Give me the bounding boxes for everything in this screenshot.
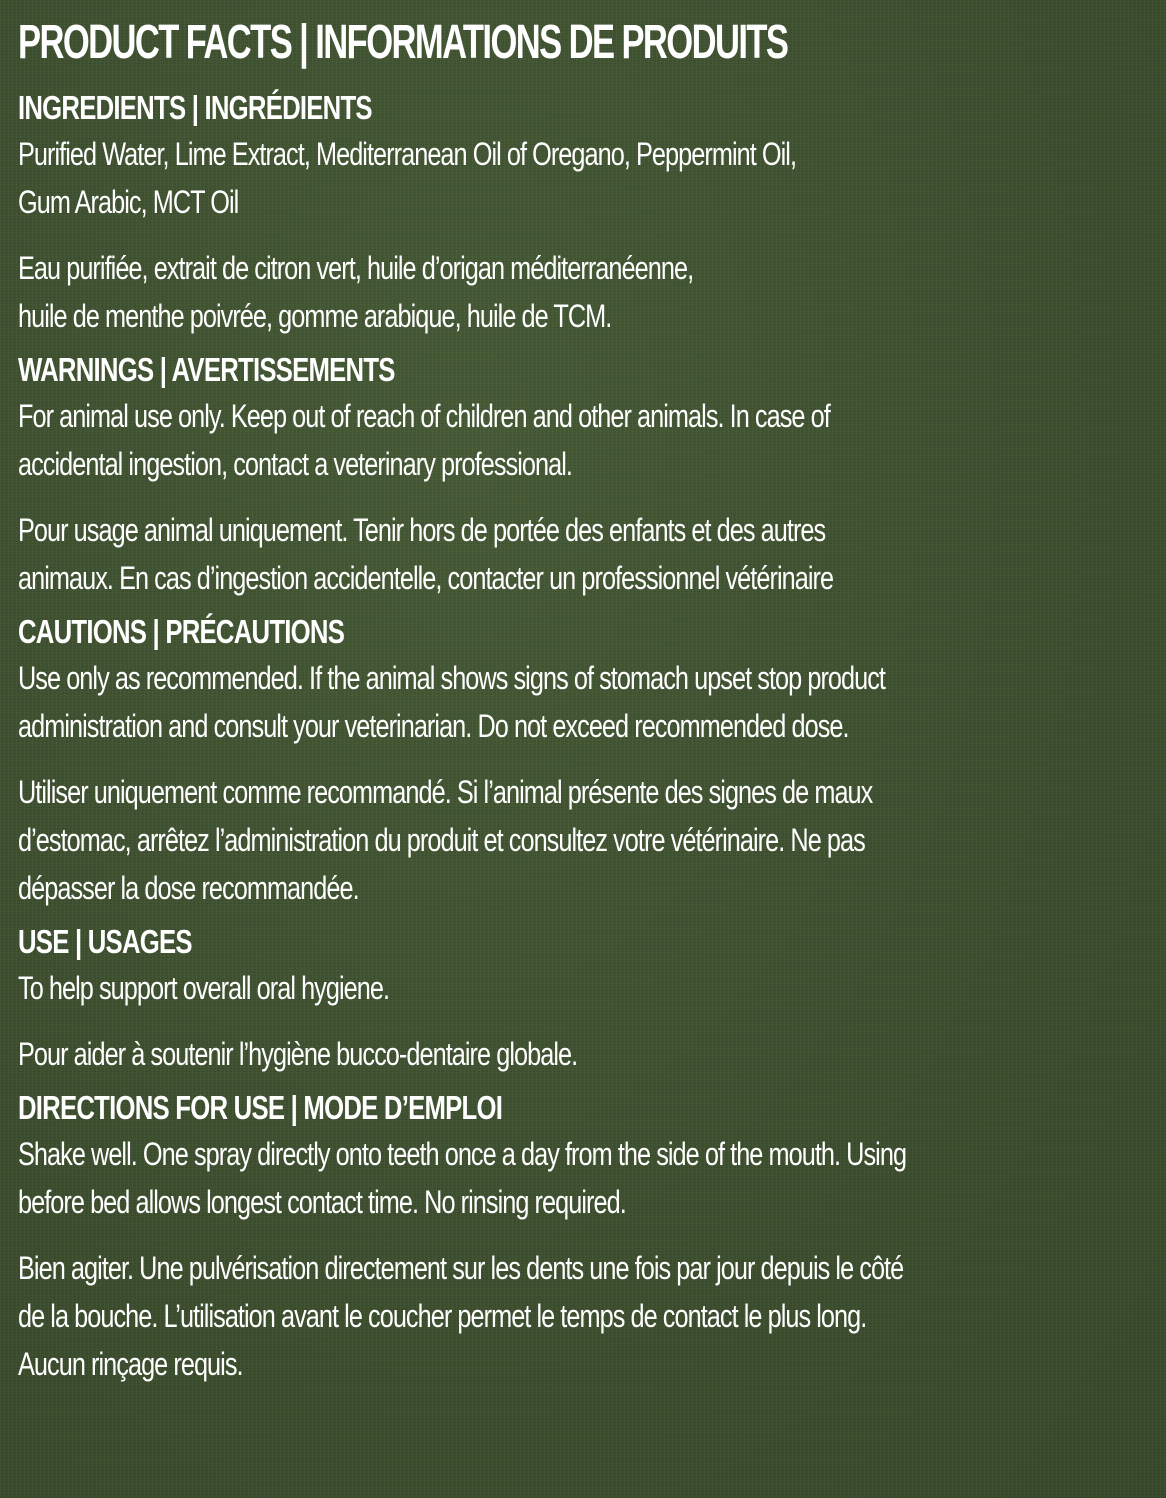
text-line: accidental ingestion, contact a veterinary professional.	[18, 446, 572, 482]
text-line: administration and consult your veterinarian. Do not exceed recommended dose.	[18, 708, 849, 744]
text-line: Bien agiter. Une pulvérisation directement sur les dents une fois par jour depuis le côté	[18, 1250, 904, 1286]
section-warnings	[18, 348, 1148, 602]
text-line: For animal use only. Keep out of reach of children and other animals. In case of	[18, 398, 830, 434]
text-line: before bed allows longest contact time. No rinsing required.	[18, 1184, 626, 1220]
paragraph-french	[18, 1030, 1124, 1078]
paragraph-english	[18, 130, 1124, 226]
page-title: PRODUCT FACTS | INFORMATIONS DE PRODUITS	[18, 16, 788, 69]
text-line: To help support overall oral hygiene.	[18, 970, 390, 1006]
section-ingredients	[18, 86, 1148, 340]
section-directions	[18, 1086, 1148, 1388]
paragraph-french	[18, 506, 1124, 602]
text-line: dépasser la dose recommandée.	[18, 870, 359, 906]
section-heading: INGREDIENTS | INGRÉDIENTS	[18, 89, 372, 126]
paragraph-english	[18, 392, 1124, 488]
text-line: animaux. En cas d’ingestion accidentelle, contacter un professionnel vétérinaire	[18, 560, 834, 596]
section-heading: USE | USAGES	[18, 923, 192, 960]
section-cautions	[18, 610, 1148, 912]
paragraph-english	[18, 964, 1124, 1012]
text-line: de la bouche. L’utilisation avant le coucher permet le temps de contact le plus long.	[18, 1298, 867, 1334]
section-use	[18, 920, 1148, 1078]
paragraph-french	[18, 1244, 1148, 1388]
text-line: Pour aider à soutenir l’hygiène bucco-dentaire globale.	[18, 1036, 578, 1072]
text-line: Utiliser uniquement comme recommandé. Si l’animal présente des signes de maux	[18, 774, 873, 810]
text-line: d’estomac, arrêtez l’administration du produit et consultez votre vétérinaire. Ne pas	[18, 822, 865, 858]
section-heading: DIRECTIONS FOR USE | MODE D’EMPLOI	[18, 1089, 503, 1126]
text-line: Shake well. One spray directly onto teeth once a day from the side of the mouth. Using	[18, 1136, 907, 1172]
text-line: Pour usage animal uniquement. Tenir hors de portée des enfants et des autres	[18, 512, 826, 548]
text-line: Purified Water, Lime Extract, Mediterranean Oil of Oregano, Peppermint Oil,	[18, 136, 797, 172]
paragraph-english	[18, 1130, 1124, 1226]
text-line: huile de menthe poivrée, gomme arabique, huile de TCM.	[18, 298, 612, 334]
text-line: Aucun rinçage requis.	[18, 1346, 243, 1382]
text-line: Use only as recommended. If the animal shows signs of stomach upset stop product	[18, 660, 886, 696]
paragraph-french	[18, 768, 1124, 912]
paragraph-english	[18, 654, 1124, 750]
section-heading: CAUTIONS | PRÉCAUTIONS	[18, 613, 345, 650]
text-line: Gum Arabic, MCT Oil	[18, 184, 239, 220]
text-line: Eau purifiée, extrait de citron vert, huile d’origan méditerranéenne,	[18, 250, 694, 286]
section-heading: WARNINGS | AVERTISSEMENTS	[18, 351, 395, 388]
paragraph-french	[18, 244, 1124, 340]
